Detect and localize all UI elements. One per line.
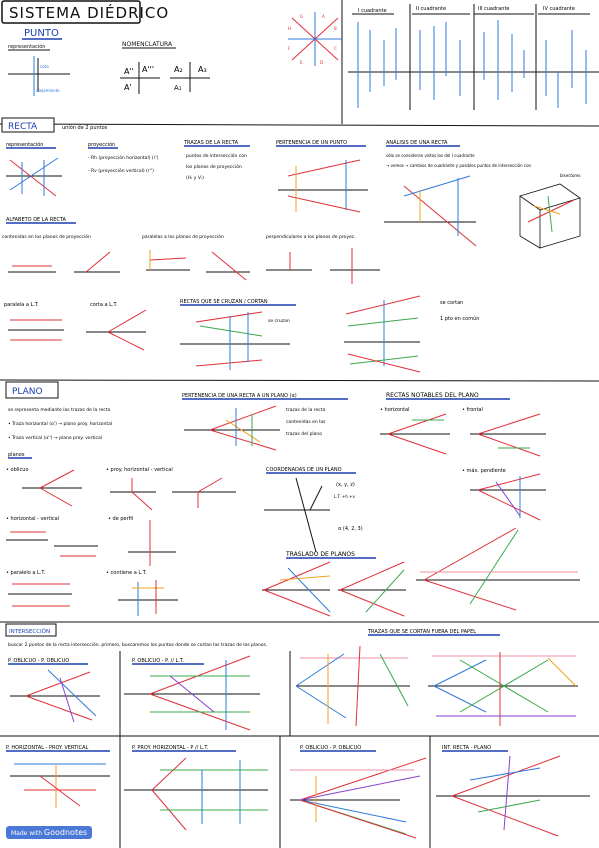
svg-text:- Rh (proyección horizontal) (: - Rh (proyección horizontal) (r') <box>88 156 159 161</box>
svg-text:A': A' <box>124 83 132 92</box>
svg-text:• máx. pendiente: • máx. pendiente <box>462 468 506 474</box>
svg-text:trazas de la recta: trazas de la recta <box>286 408 326 413</box>
svg-text:D: D <box>320 60 324 65</box>
svg-text:• horizontal: • horizontal <box>380 407 410 413</box>
svg-text:sólo se consideran vistos los: sólo se consideran vistos los del I cuadrante <box>386 153 475 158</box>
svg-text:A''': A''' <box>142 65 155 74</box>
svg-text:P. OBLICUO - P. OBLICUO: P. OBLICUO - P. OBLICUO <box>300 745 362 751</box>
svg-text:se cruzan: se cruzan <box>268 319 290 324</box>
cube-figure <box>520 184 580 248</box>
svg-text:perpendiculares a los planos d: perpendiculares a los planos de proyec. <box>266 235 356 240</box>
svg-text:• contiene a L.T.: • contiene a L.T. <box>106 570 147 576</box>
plano-section <box>6 382 580 616</box>
svg-text:bisectores: bisectores <box>560 173 581 178</box>
svg-text:trazas del plano: trazas del plano <box>286 432 323 437</box>
svg-text:RECTAS NOTABLES DEL PLANO: RECTAS NOTABLES DEL PLANO <box>386 392 479 399</box>
svg-text:se cortan: se cortan <box>440 300 464 306</box>
svg-text:III cuadrante: III cuadrante <box>478 6 510 12</box>
svg-text:contenidas en las: contenidas en las <box>286 420 326 425</box>
cuadrantes-figure <box>348 4 599 110</box>
svg-text:paralelas a los planos de proy: paralelas a los planos de proyección <box>142 235 224 240</box>
title-block <box>2 1 169 23</box>
svg-text:los planos de proyección: los planos de proyección <box>186 165 242 170</box>
svg-text:• paralelo a L.T.: • paralelo a L.T. <box>6 570 46 576</box>
svg-text:II cuadrante: II cuadrante <box>416 6 447 12</box>
svg-text:COORDENADAS DE UN PLANO: COORDENADAS DE UN PLANO <box>266 467 342 473</box>
made-with-goodnotes-badge <box>6 826 92 839</box>
svg-text:P. OBLICUO - P. OBLICUO: P. OBLICUO - P. OBLICUO <box>8 658 70 664</box>
svg-text:G: G <box>300 14 304 19</box>
svg-text:TRAZAS QUE SE CORTAN FUERA DEL: TRAZAS QUE SE CORTAN FUERA DEL PAPEL <box>368 629 477 635</box>
svg-text:• Traza horizontal (α') → plan: • Traza horizontal (α') → plano proy. horizontal <box>8 422 113 427</box>
svg-text:corta a L.T.: corta a L.T. <box>90 302 118 308</box>
svg-text:ALFABETO DE LA RECTA: ALFABETO DE LA RECTA <box>6 217 66 223</box>
made-with-label: Made with <box>11 830 42 837</box>
svg-text:PERTENENCIA DE UN PUNTO: PERTENENCIA DE UN PUNTO <box>276 140 348 146</box>
svg-text:NOMENCLATURA: NOMENCLATURA <box>122 41 173 48</box>
svg-text:I cuadrante: I cuadrante <box>358 8 387 14</box>
svg-text:representación: representación <box>8 44 46 50</box>
svg-text:(Hᵣ y Vᵣ): (Hᵣ y Vᵣ) <box>186 176 204 181</box>
page-title: SISTEMA DIÉDRICO <box>9 4 170 22</box>
svg-text:PERTENENCIA DE UNA RECTA A UN: PERTENENCIA DE UNA RECTA A UN PLANO (α) <box>182 393 297 399</box>
svg-text:representación: representación <box>6 142 44 148</box>
svg-text:L.T. +h +v: L.T. +h +v <box>334 494 355 499</box>
quadrant-wheel-figure <box>288 12 342 66</box>
interseccion-heading: INTERSECCIÓN <box>9 629 51 635</box>
svg-text:A₃: A₃ <box>198 65 207 74</box>
svg-text:- Rv (proyección vertical) (r': - Rv (proyección vertical) (r'') <box>88 169 154 174</box>
svg-text:A₁: A₁ <box>174 84 182 92</box>
svg-text:proyección: proyección <box>88 142 116 148</box>
svg-text:A₂: A₂ <box>174 65 183 74</box>
svg-text:P. HORIZONTAL - PROY. VERTICAL: P. HORIZONTAL - PROY. VERTICAL <box>6 745 89 751</box>
svg-text:(x, y, z): (x, y, z) <box>336 482 355 488</box>
svg-text:P. PROY. HORIZONTAL - P // L.T: P. PROY. HORIZONTAL - P // L.T. <box>132 745 209 751</box>
svg-text:→ vemos → cambios de cuadrante: → vemos → cambios de cuadrante y posibles puntos de intersección con <box>386 163 532 168</box>
svg-text:IV cuadrante: IV cuadrante <box>543 6 575 12</box>
svg-text:RECTAS QUE SE CRUZAN / CORTAN: RECTAS QUE SE CRUZAN / CORTAN <box>180 299 268 305</box>
recta-section <box>2 118 581 372</box>
plano-heading: PLANO <box>12 387 43 397</box>
svg-text:A'': A'' <box>124 67 134 76</box>
svg-text:paralela a L.T.: paralela a L.T. <box>4 302 39 308</box>
svg-text:C: C <box>334 46 337 51</box>
svg-text:ANÁLISIS DE UNA RECTA: ANÁLISIS DE UNA RECTA <box>386 140 448 146</box>
svg-text:unión de 2 puntos: unión de 2 puntos <box>62 125 108 131</box>
svg-text:planos: planos <box>8 452 25 458</box>
svg-text:puntos de intersección con: puntos de intersección con <box>186 154 247 159</box>
svg-text:se representa mediante las tra: se representa mediante las trazas de la recta <box>8 408 111 413</box>
svg-text:F: F <box>288 46 291 51</box>
svg-text:buscar 2 puntos de la recta in: buscar 2 puntos de la recta intersección. primero, buscaremos los puntos donde se cortan las trazas de los planos. <box>8 643 268 648</box>
punto-section <box>8 28 210 96</box>
svg-text:α (4, 2, 3): α (4, 2, 3) <box>338 526 363 532</box>
svg-text:1 pto en común: 1 pto en común <box>440 316 480 322</box>
recta-heading: RECTA <box>8 122 38 132</box>
svg-text:P. OBLICUO - P. // L.T.: P. OBLICUO - P. // L.T. <box>132 658 184 664</box>
svg-text:A: A <box>322 14 325 19</box>
punto-heading: PUNTO <box>24 28 59 39</box>
svg-text:H: H <box>288 26 292 31</box>
svg-text:contenidas en los planos de pr: contenidas en los planos de proyección <box>2 235 91 240</box>
svg-text:alejamiento: alejamiento <box>36 88 60 93</box>
svg-text:• Traza vertical (α'') → plano: • Traza vertical (α'') → plano proy. vertical <box>8 436 103 441</box>
svg-text:• de perfil: • de perfil <box>108 516 134 522</box>
svg-text:• proy. horizontal - vertical: • proy. horizontal - vertical <box>106 467 173 473</box>
svg-text:INT. RECTA - PLANO: INT. RECTA - PLANO <box>442 745 492 751</box>
goodnotes-brand: Goodnotes <box>43 828 88 837</box>
svg-text:• horizontal - vertical: • horizontal - vertical <box>6 516 60 522</box>
svg-text:TRASLADO DE PLANOS: TRASLADO DE PLANOS <box>286 551 355 558</box>
svg-text:• frontal: • frontal <box>462 407 483 413</box>
svg-text:TRAZAS DE LA RECTA: TRAZAS DE LA RECTA <box>184 140 239 146</box>
svg-text:E: E <box>300 60 303 65</box>
svg-text:• oblicuo: • oblicuo <box>6 467 29 473</box>
svg-text:B: B <box>334 26 337 31</box>
interseccion-section <box>6 624 590 838</box>
svg-text:cota: cota <box>40 64 49 69</box>
